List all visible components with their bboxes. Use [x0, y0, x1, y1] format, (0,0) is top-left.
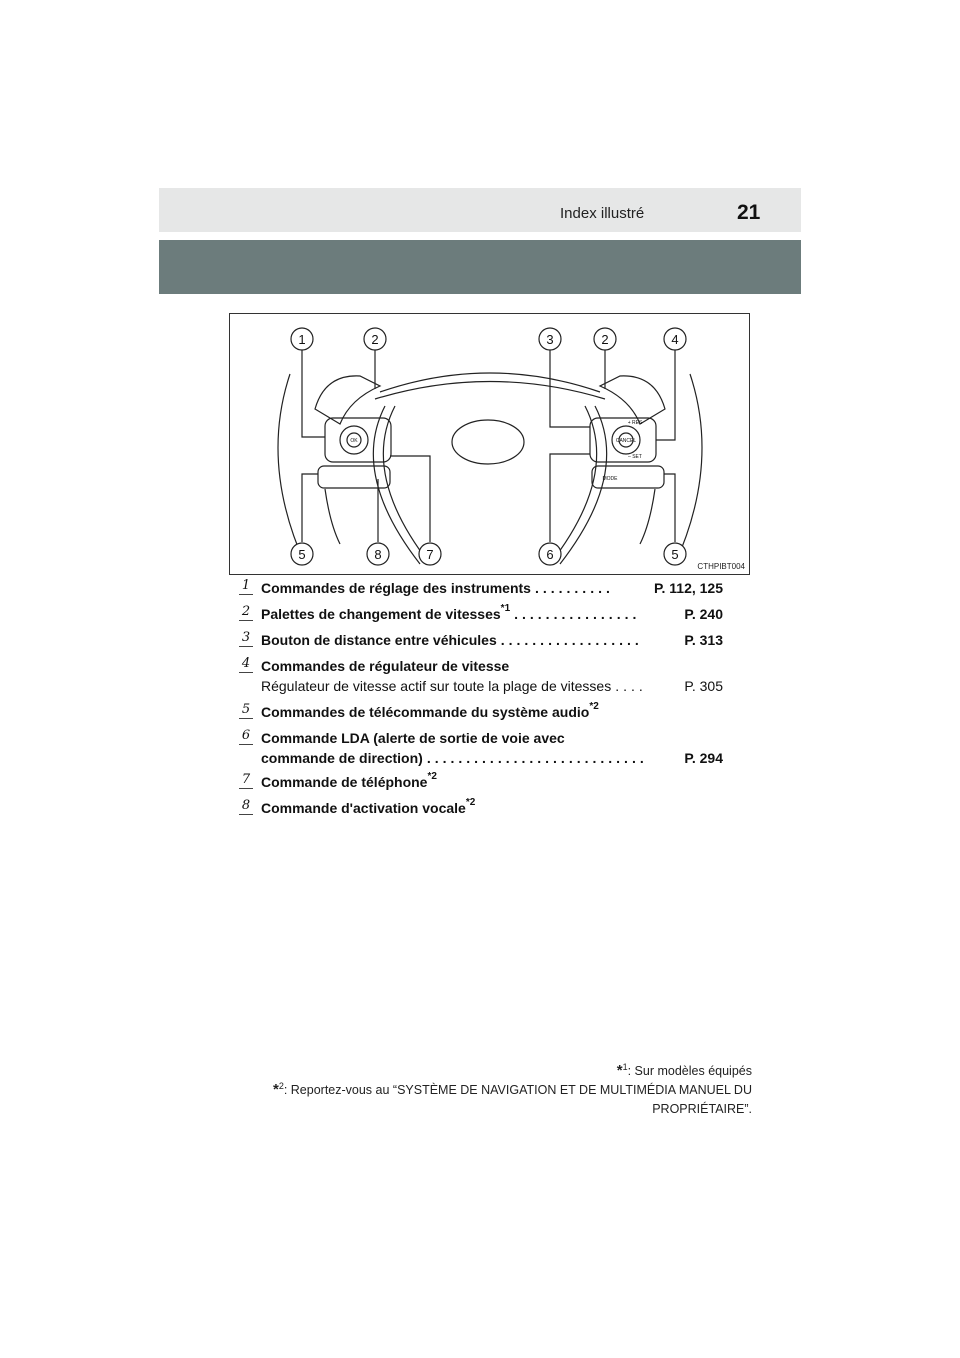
legend-text: Commandes de régulateur de vitesse	[261, 658, 510, 674]
legend-text: Commande d'activation vocale	[261, 800, 466, 816]
footnotes	[192, 1062, 752, 1118]
footnote-1: *$^1$: Sur modèles équipés	[616, 1062, 752, 1079]
footnote-marker: *1	[500, 603, 511, 615]
legend-number: 8	[239, 798, 253, 815]
steering-wheel-illustration	[229, 313, 750, 575]
callout-3: 3	[546, 332, 554, 347]
legend-text: Commandes de réglage des instruments	[261, 580, 531, 596]
footnote-2: *$^2$: Reportez-vous au “SYSTÈME DE NAVIGATION ET DE MULTIMÉDIA MANUEL DU PROPRIÉTAIRE”.	[272, 1081, 752, 1116]
header-bar	[159, 188, 801, 232]
page-number: 21	[737, 201, 761, 224]
set-button-label: – SET	[628, 454, 642, 460]
legend-text-line2: commande de direction)	[261, 750, 423, 766]
page-reference[interactable]: P. 313	[684, 632, 723, 648]
ok-button-label: OK	[350, 438, 358, 444]
legend-number: 2	[239, 604, 253, 621]
callout-4: 4	[671, 332, 679, 347]
legend-number: 7	[239, 772, 253, 789]
page-reference[interactable]: P. 294	[684, 750, 723, 766]
callout-7: 7	[426, 547, 434, 562]
legend-text: Palettes de changement de vitesses	[261, 606, 501, 622]
legend-text: Commande de téléphone	[261, 774, 428, 790]
mode-button-label: MODE	[602, 476, 618, 482]
legend-text: Commandes de télécommande du système audio	[261, 704, 590, 720]
legend-number: 6	[239, 728, 253, 745]
legend-number: 4	[239, 656, 253, 673]
page-reference[interactable]: P. 240	[684, 606, 723, 622]
res-button-label: + RES	[627, 420, 643, 426]
legend-text: Bouton de distance entre véhicules	[261, 632, 497, 648]
cancel-button-label: CANCEL	[615, 438, 637, 444]
footnote-marker: *2	[589, 701, 599, 713]
footnote-marker: *2	[465, 797, 476, 809]
page-reference[interactable]: P. 112, 125	[653, 580, 723, 596]
callout-8: 8	[374, 547, 382, 562]
section-band	[159, 240, 801, 294]
figure-code: CTHPIBT004	[697, 562, 745, 571]
callout-1: 1	[298, 332, 306, 347]
page-reference[interactable]: P. 305	[684, 678, 723, 694]
legend-number: 3	[239, 630, 253, 647]
callout-6: 6	[546, 547, 554, 562]
callout-5b: 5	[671, 547, 679, 562]
callout-5: 5	[298, 547, 306, 562]
legend-text: Commande LDA (alerte de sortie de voie avec	[261, 730, 565, 746]
legend-subtext: Régulateur de vitesse actif sur toute la plage de vitesses	[261, 678, 612, 694]
legend-number: 1	[239, 578, 253, 595]
callout-2: 2	[371, 332, 379, 347]
page-title: Index illustré	[560, 205, 645, 222]
footnote-marker: *2	[427, 771, 437, 783]
callout-2b: 2	[601, 332, 609, 347]
steering-wheel-drawing	[230, 314, 751, 576]
legend-number: 5	[239, 702, 253, 719]
